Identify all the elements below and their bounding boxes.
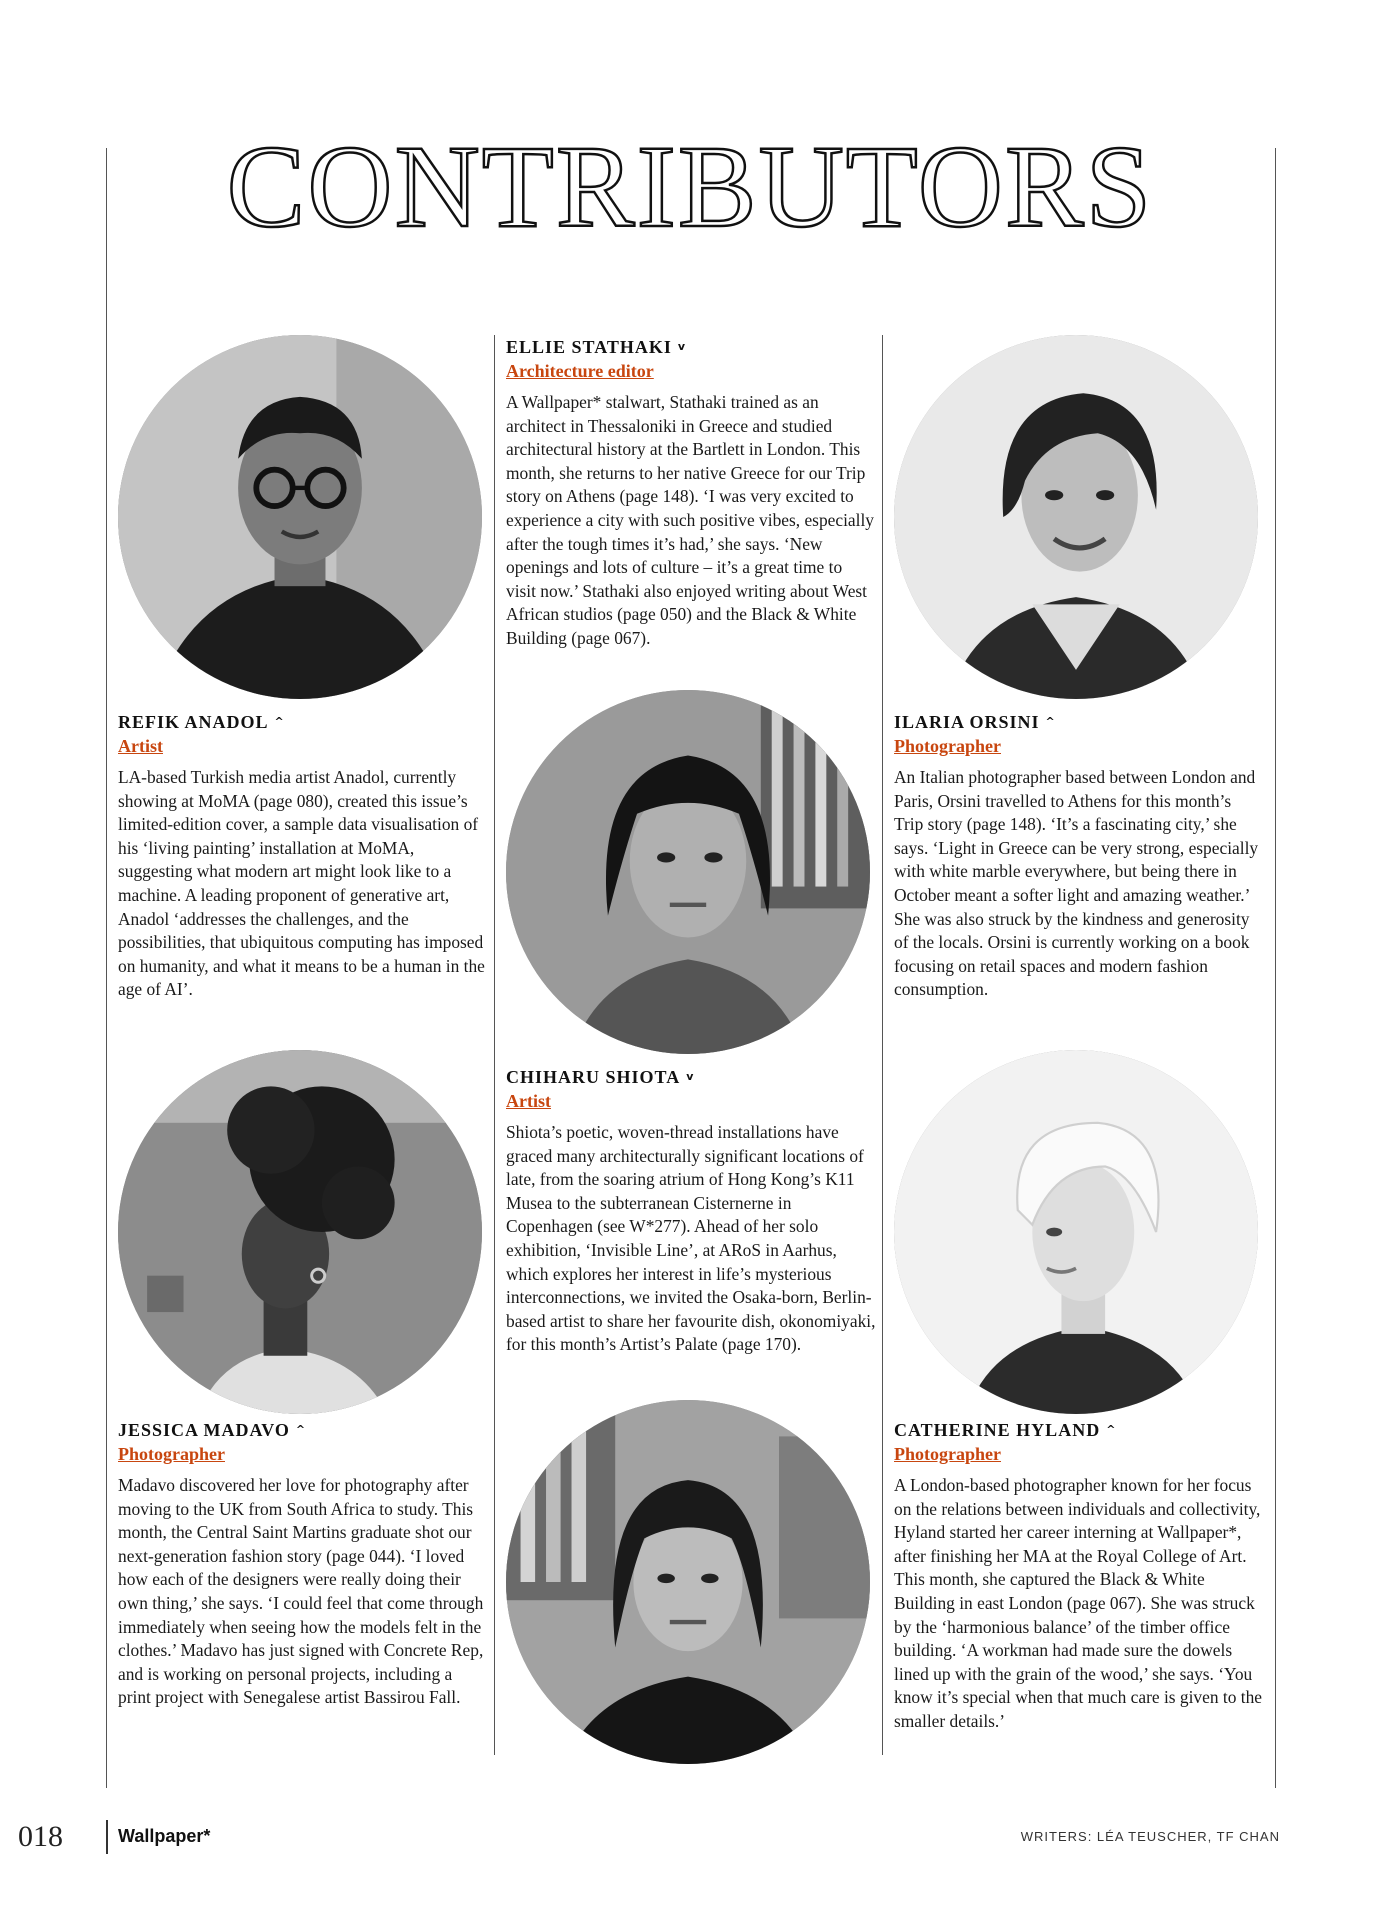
contributor-role[interactable]: Photographer (894, 1444, 1001, 1464)
chevron-up-icon: ^ (274, 715, 285, 728)
portrait-refik-anadol (118, 335, 482, 699)
column-rule-2 (882, 335, 883, 1755)
contributor-bio: A Wallpaper* stalwart, Stathaki trained as an architect in Thessaloniki in Greece and studied architectural history at the Bartlett in London. This month, she returns to her native Greece for our Trip story on Athens (page 148). ‘I was very excited to experience a city with such positive vibes, especially after the tough times it’s had,’ she says. ‘New openings and lots of culture – it’s a great time to visit now.’ Stathaki also enjoyed writing about West African studios (page 050) and the Black & White Building (page 067). (506, 392, 874, 648)
contributor-jessica-madavo (118, 1418, 488, 1710)
contributor-catherine-hyland (894, 1418, 1264, 1734)
contributor-bio: A London-based photographer known for her focus on the relations between individuals and collectivity, Hyland started her career interning at Wallpaper*, after finishing her MA at the Royal College of Art. This month, she captured the Black & White Building in east London (page 067). She was struck by the ‘harmonious balance’ of the timber office building. ‘A workman had made sure the dowels lined up with the grain of the wood,’ she says. ‘You know it’s special when that much care is given to the smaller details.’ (894, 1475, 1263, 1731)
page-number: 018 (18, 1820, 63, 1853)
contributor-name: ELLIE STATHAKI v (506, 337, 687, 357)
contributor-role[interactable]: Artist (506, 1091, 551, 1111)
chevron-up-icon: ^ (1045, 715, 1056, 728)
contributor-refik-anadol (118, 710, 488, 1002)
contributor-role[interactable]: Photographer (894, 736, 1001, 756)
chevron-down-icon: v (677, 340, 687, 353)
right-margin-rule (1275, 148, 1276, 1788)
contributor-name: ILARIA ORSINI ^ (894, 712, 1056, 732)
page-title: CONTRIBUTORS (226, 121, 1154, 252)
contributor-bio: An Italian photographer based between London and Paris, Orsini travelled to Athens for this month’s Trip story (page 148). ‘It’s a fascinating city,’ she says. ‘Light in Greece can be very strong, especially with white marble everywhere, but being there in October meant a softer light and amazing weather.’ She was also struck by the kindness and generosity of the locals. Orsini is currently working on a book focusing on retail spaces and modern fashion consumption. (894, 767, 1259, 1000)
portrait-jessica-madavo (118, 1050, 482, 1414)
contributor-name: JESSICA MADAVO ^ (118, 1420, 307, 1440)
column-rule-1 (494, 335, 495, 1755)
writer-credits: WRITERS: LÉA TEUSCHER, TF CHAN (1020, 1829, 1280, 1844)
contributor-bio: Shiota’s poetic, woven-thread installations have graced many architecturally significant locations of late, from the soaring atrium of Hong Kong’s K11 Musea to the subterranean Cisternerne in Copenhagen (see W*277). Ahead of her solo exhibition, ‘Invisible Line’, at ARoS in Aarhus, which explores her interest in life’s mysterious interconnections, we invited the Osaka-born, Berlin-based artist to share her favourite dish, okonomiyaki, for this month’s Artist’s Palate (page 170). (506, 1122, 876, 1355)
contributor-role[interactable]: Artist (118, 736, 163, 756)
contributor-role[interactable]: Photographer (118, 1444, 225, 1464)
contributor-bio: LA-based Turkish media artist Anadol, currently showing at MoMA (page 080), created this issue’s limited-edition cover, a sample data visualisation of his ‘living painting’ installation at MoMA, suggesting what modern art might look like to a machine. A leading proponent of generative art, Anadol ‘addresses the challenges, and the possibilities, that ubiquitous computing has imposed on humanity, and what it means to be a human in the age of AI’. (118, 767, 485, 1000)
brand-logo: Wallpaper* (118, 1826, 211, 1846)
chevron-down-icon: v (686, 1070, 695, 1083)
chevron-up-icon: ^ (295, 1423, 307, 1436)
footer-divider (106, 1820, 108, 1854)
left-margin-rule (106, 148, 107, 1788)
contributor-chiharu-shiota (506, 1065, 876, 1357)
portrait-catherine-hyland (894, 1050, 1258, 1414)
chevron-up-icon: ^ (1106, 1423, 1117, 1436)
contributor-name: CATHERINE HYLAND ^ (894, 1420, 1117, 1440)
contributor-role[interactable]: Architecture editor (506, 361, 654, 381)
portrait-chiharu-shiota (506, 690, 870, 1054)
contributor-ilaria-orsini (894, 710, 1264, 1002)
contributor-ellie-stathaki (506, 335, 876, 651)
contributor-name: REFIK ANADOL ^ (118, 712, 285, 732)
portrait-ellie-stathaki (506, 1400, 870, 1764)
contributor-bio: Madavo discovered her love for photography after moving to the UK from South Africa to study. This month, the Central Saint Martins graduate shot our next-generation fashion story (page 044). ‘I loved how each of the designers were really doing their own thing,’ she says. ‘I could feel that come through immediately when seeing how the models felt in the clothes.’ Madavo has just signed with Concrete Rep, and is working on personal projects, including a print project with Senegalese artist Bassirou Fall. (118, 1475, 484, 1708)
portrait-ilaria-orsini (894, 335, 1258, 699)
contributor-name: CHIHARU SHIOTA v (506, 1067, 695, 1087)
